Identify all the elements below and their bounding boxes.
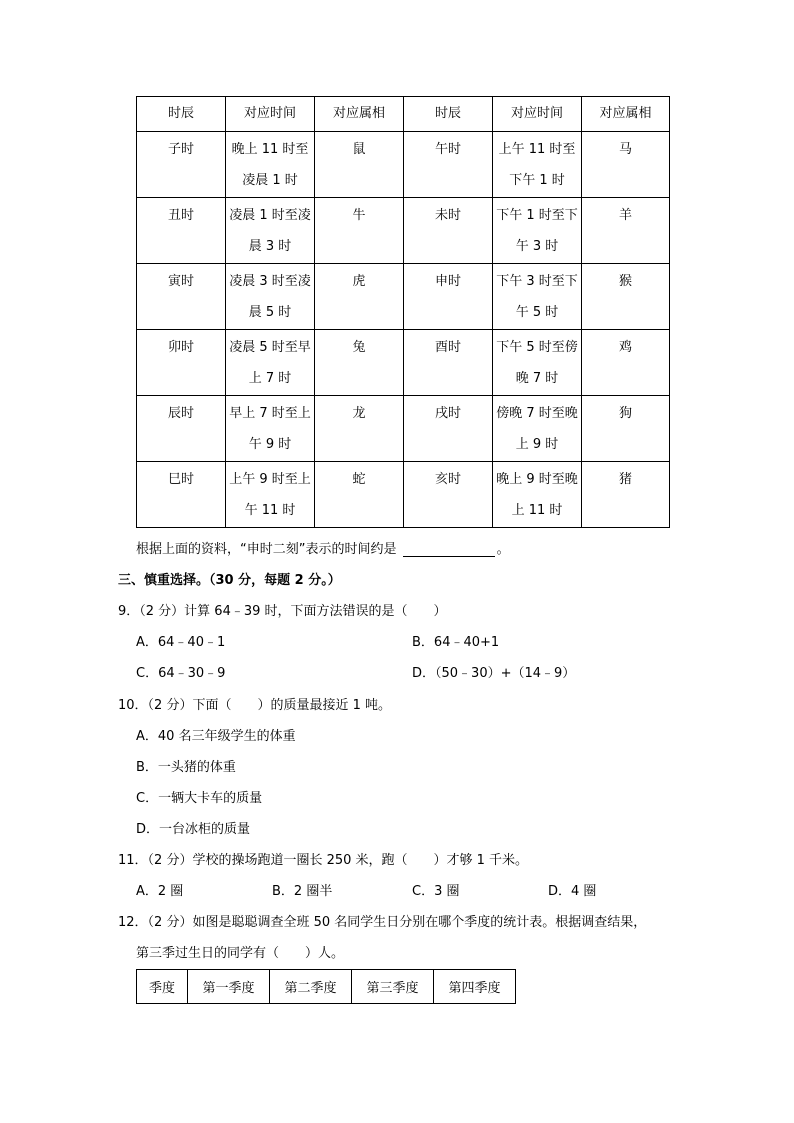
q11-option-b[interactable]: B．2 圈半 [272,884,333,899]
time-line: 上午 11 时至 [498,142,576,157]
time-cell [493,462,582,528]
shichen-cell: 戌时 [404,396,493,462]
time-line: 晚上 11 时至 [231,142,309,157]
q10-option-b[interactable]: B．一头猪的体重 [136,760,236,775]
q10-option-a[interactable]: A．40 名三年级学生的体重 [136,729,296,744]
shichen-cell: 寅时 [137,264,226,330]
time-line: 晚上 9 时至晚 [496,472,578,487]
zodiac-cell: 兔 [315,330,404,396]
header-cell: 时辰 [137,97,226,132]
time-line: 凌晨 1 时至凌 [229,208,311,223]
q10-option-c[interactable]: C．一辆大卡车的质量 [136,791,263,806]
shichen-cell: 申时 [404,264,493,330]
q10-option-d[interactable]: D．一台冰柜的质量 [136,822,251,837]
q12-stem-line2: 第三季过生日的同学有（ ）人。 [136,946,345,961]
header-cell: 第二季度 [270,970,352,1004]
answer-blank[interactable] [403,542,495,557]
shichen-cell: 子时 [137,132,226,198]
time-cell [493,132,582,198]
header-cell: 时辰 [404,97,493,132]
shichen-cell: 亥时 [404,462,493,528]
header-cell: 对应时间 [493,97,582,132]
time-cell [493,264,582,330]
zodiac-cell: 蛇 [315,462,404,528]
shichen-cell: 卯时 [137,330,226,396]
q9-option-b[interactable]: B．64﹣40+1 [412,635,500,650]
table-row [137,198,670,264]
time-cell [493,330,582,396]
time-line: 下午 3 时至下 [496,274,578,289]
time-line: 凌晨 3 时至凌 [229,274,311,289]
q9-option-c[interactable]: C．64﹣30﹣9 [136,666,226,681]
shichen-cell: 巳时 [137,462,226,528]
time-line: 午 3 时 [515,239,559,254]
shichen-cell: 酉时 [404,330,493,396]
shichen-cell: 辰时 [137,396,226,462]
time-cell [493,198,582,264]
time-line: 晚 7 时 [515,371,559,386]
time-line: 晨 5 时 [248,305,292,320]
time-line: 上 7 时 [248,371,292,386]
header-cell: 对应属相 [315,97,404,132]
time-cell [493,396,582,462]
zodiac-cell: 狗 [582,396,670,462]
header-cell: 季度 [137,970,188,1004]
zodiac-cell: 猪 [582,462,670,528]
table-row [137,132,670,198]
shichen-cell: 午时 [404,132,493,198]
question-punctuation: 。 [496,542,510,557]
table-header-row [137,97,670,132]
time-line: 晨 3 时 [248,239,292,254]
table-header-row [137,970,516,1004]
time-line: 傍晚 7 时至晚 [496,406,578,421]
fill-in-question [136,538,510,557]
time-cell [226,132,315,198]
q9-stem: 9．（2 分）计算 64﹣39 时，下面方法错误的是（ ） [118,604,447,619]
time-line: 午 9 时 [248,437,292,452]
season-table [136,969,516,1004]
shichen-cell: 未时 [404,198,493,264]
header-cell: 第四季度 [434,970,516,1004]
q10-stem: 10．（2 分）下面（ ）的质量最接近 1 吨。 [118,698,391,713]
table-row [137,264,670,330]
q11-option-a[interactable]: A．2 圈 [136,884,184,899]
time-line: 下午 1 时 [509,173,565,188]
zodiac-cell: 鼠 [315,132,404,198]
table-row [137,462,670,528]
header-cell: 第三季度 [352,970,434,1004]
time-line: 上午 9 时至上 [229,472,311,487]
time-cell [226,396,315,462]
zodiac-cell: 鸡 [582,330,670,396]
zodiac-cell: 马 [582,132,670,198]
shichen-cell: 丑时 [137,198,226,264]
q11-option-c[interactable]: C．3 圈 [412,884,460,899]
zodiac-cell: 猴 [582,264,670,330]
q9-option-a[interactable]: A．64﹣40﹣1 [136,635,226,650]
zodiac-time-table [136,96,670,528]
time-line: 凌晨 1 时 [242,173,298,188]
header-cell: 对应时间 [226,97,315,132]
time-line: 上 11 时 [511,503,563,518]
time-cell [226,198,315,264]
header-cell: 第一季度 [188,970,270,1004]
zodiac-cell: 虎 [315,264,404,330]
time-line: 早上 7 时至上 [229,406,311,421]
time-cell [226,264,315,330]
time-line: 凌晨 5 时至早 [229,340,311,355]
table-row [137,330,670,396]
time-line: 午 11 时 [244,503,296,518]
q9-option-d[interactable]: D．（50﹣30）+（14﹣9） [412,666,576,681]
time-line: 下午 5 时至傍 [496,340,578,355]
header-cell: 对应属相 [582,97,670,132]
table-row [137,396,670,462]
time-cell [226,330,315,396]
time-line: 上 9 时 [515,437,559,452]
q11-stem: 11．（2 分）学校的操场跑道一圈长 250 米，跑（ ）才够 1 千米。 [118,853,529,868]
time-cell [226,462,315,528]
zodiac-cell: 牛 [315,198,404,264]
q11-option-d[interactable]: D．4 圈 [548,884,597,899]
zodiac-cell: 羊 [582,198,670,264]
section-heading: 三、慎重选择。（30 分，每题 2 分。） [118,573,341,588]
zodiac-cell: 龙 [315,396,404,462]
q12-stem-line1: 12．（2 分）如图是聪聪调查全班 50 名同学生日分别在哪个季度的统计表。根据调查结果， [118,915,647,930]
time-line: 下午 1 时至下 [496,208,578,223]
question-text: 根据上面的资料，“申时二刻”表示的时间约是 [136,542,397,557]
time-line: 午 5 时 [515,305,559,320]
